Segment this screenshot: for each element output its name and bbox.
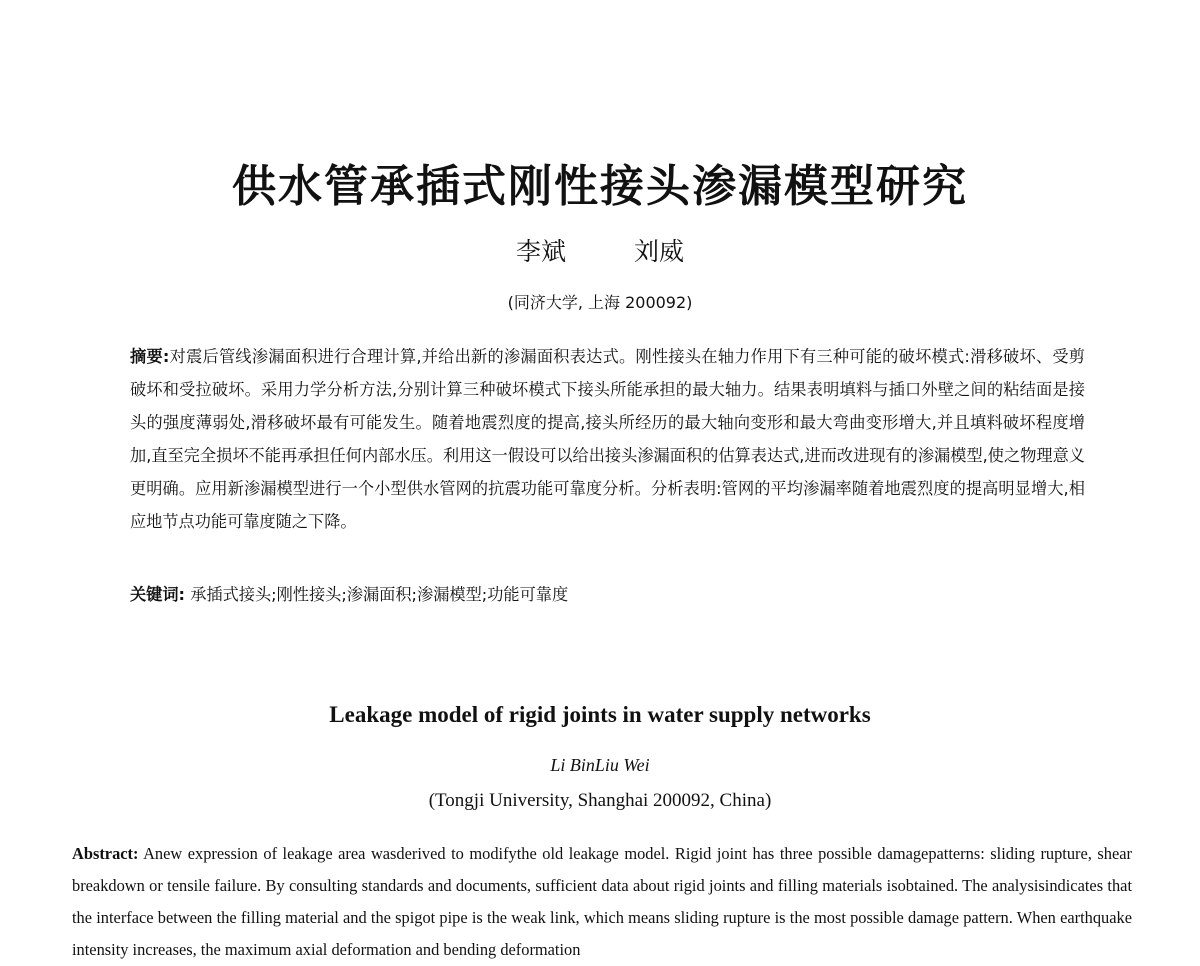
keywords-zh	[130, 580, 1085, 610]
abstract-label-en: Abstract:	[72, 844, 139, 863]
author-name-zh: 刘威	[634, 237, 685, 266]
paper-title-en: Leakage model of rigid joints in water supply networks	[329, 702, 871, 727]
abstract-en	[72, 838, 1132, 966]
abstract-text-en: Anew expression of leakage area wasderived to modifythe old leakage model. Rigid joint has three possible damagepatterns: sliding rupture, shear breakdown or tensile failure. By consulting standards and documents, sufficient data about rigid joints and filling materials isobtained. The analysisindicates that the interface between the filling material and the spigot pipe is the weak link, which means sliding rupture is the most possible damage pattern. When earthquake intensity increases, the maximum axial deformation and bending deformation	[72, 844, 1132, 959]
affiliation-en: (Tongji University, Shanghai 200092, China)	[428, 790, 772, 811]
paper-title-zh: 供水管承插式刚性接头渗漏模型研究	[232, 161, 968, 212]
author-name-zh: 李斌	[515, 237, 566, 266]
keywords-text-zh: 承插式接头;刚性接头;渗漏面积;渗漏模型;功能可靠度	[190, 585, 569, 604]
abstract-zh	[130, 340, 1085, 538]
abstract-text-zh: 对震后管线渗漏面积进行合理计算,并给出新的渗漏面积表达式。刚性接头在轴力作用下有三种可能的破坏模式:滑移破坏、受剪破坏和受拉破坏。采用力学分析方法,分别计算三种破坏模式下接头所能承担的最大轴力。结果表明填料与插口外壁之间的粘结面是接头的强度薄弱处,滑移破坏最有可能发生。随着地震烈度的提高,接头所经历的最大轴向变形和最大弯曲变形增大,并且填料破坏程度增加,直至完全损坏不能再承担任何内部水压。利用这一假设可以给出接头渗漏面积的估算表达式,进而改进现有的渗漏模型,使之物理意义更明确。应用新渗漏模型进行一个小型供水管网的抗震功能可靠度分析。分析表明:管网的平均渗漏率随着地震烈度的提高明显增大,相应地节点功能可靠度随之下降。	[130, 347, 1085, 531]
authors-en: Li BinLiu Wei	[550, 755, 650, 775]
keywords-label-zh: 关键词:	[130, 585, 186, 604]
affiliation-zh: (同济大学, 上海 200092)	[507, 293, 693, 312]
authors-zh	[0, 232, 1200, 268]
abstract-label-zh: 摘要:	[130, 347, 170, 366]
